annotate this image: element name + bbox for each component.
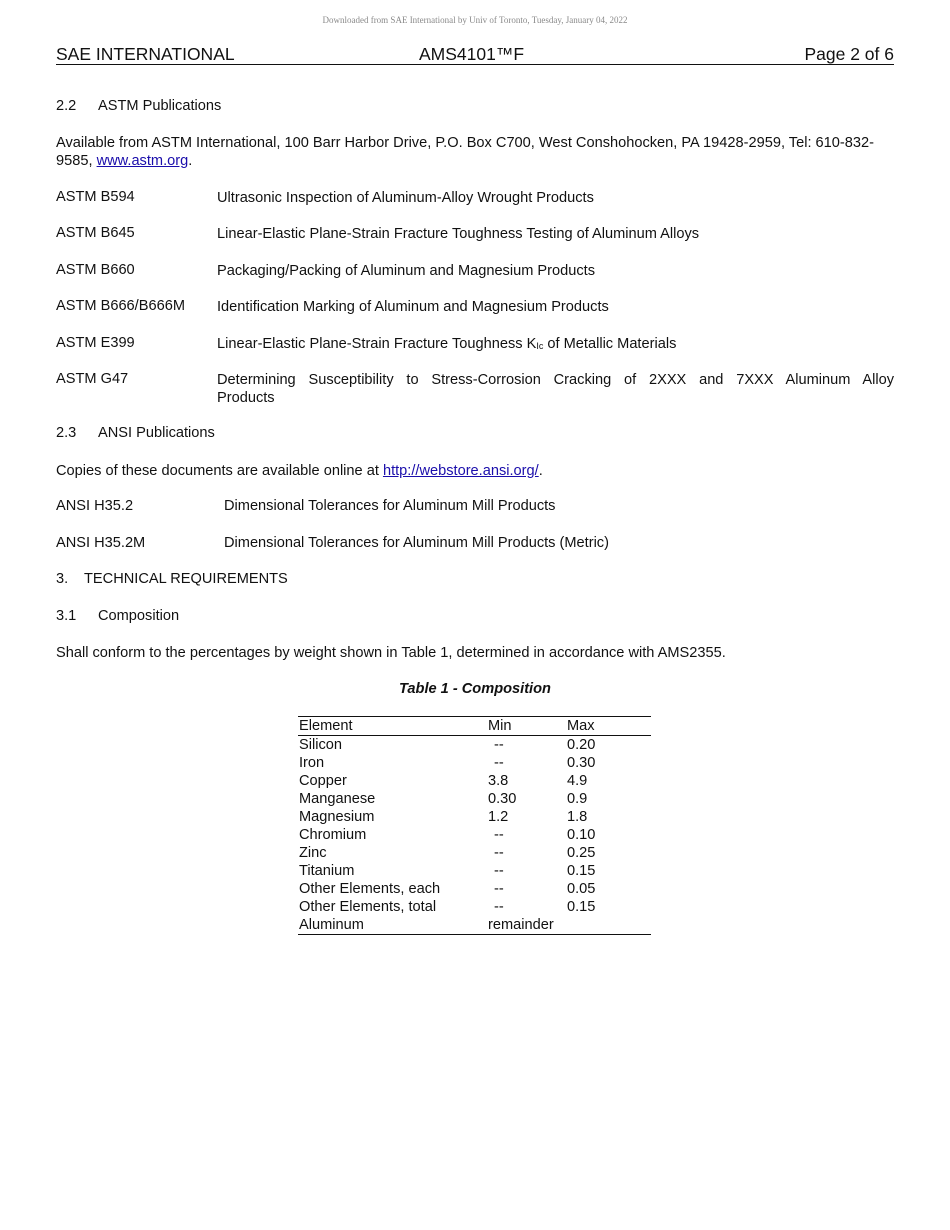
cell-element: Zinc: [299, 845, 327, 861]
download-watermark: Downloaded from SAE International by Univ of Toronto, Tuesday, January 04, 2022: [322, 15, 628, 25]
ansi-availability-text: Copies of these documents are available online at: [56, 463, 383, 479]
cell-min: --: [494, 737, 504, 753]
astm-ref-code: ASTM B594: [56, 189, 135, 205]
astm-ref-description-line2: Products: [217, 390, 275, 406]
astm-e399-desc-part1: Linear-Elastic Plane-Strain Fracture Toughness K: [217, 336, 537, 352]
astm-ref-description: Linear-Elastic Plane-Strain Fracture Toughness Testing of Aluminum Alloys: [217, 226, 700, 242]
cell-min: --: [494, 845, 504, 861]
cell-min: --: [494, 881, 504, 897]
header-doc-id: AMS4101™F: [419, 44, 525, 64]
astm-website-link[interactable]: www.astm.org: [96, 153, 189, 169]
section-2-2-title: ASTM Publications: [98, 98, 222, 114]
cell-element: Titanium: [299, 863, 355, 879]
ansi-ref-code: ANSI H35.2M: [56, 535, 146, 551]
table-row: [298, 790, 651, 808]
header-max: Max: [567, 718, 595, 734]
composition-table: [298, 716, 651, 935]
cell-max: 0.15: [567, 899, 596, 915]
astm-ref-code: ASTM E399: [56, 335, 135, 351]
header-org: SAE INTERNATIONAL: [56, 44, 235, 64]
astm-ref-code: ASTM B645: [56, 225, 135, 241]
table-row: [298, 916, 651, 934]
ansi-period: .: [538, 463, 543, 479]
table-row: [298, 808, 651, 826]
cell-max: 0.15: [567, 863, 596, 879]
table-row: [298, 862, 651, 880]
cell-max: 0.9: [567, 791, 588, 807]
cell-max: 0.20: [567, 737, 596, 753]
ansi-availability-paragraph: [56, 462, 894, 480]
astm-ref-description: Packaging/Packing of Aluminum and Magnesium Products: [217, 263, 596, 279]
cell-min: 0.30: [488, 791, 517, 807]
header-element: Element: [299, 718, 353, 734]
cell-max: 0.25: [567, 845, 596, 861]
cell-max: 1.8: [567, 809, 588, 825]
astm-ref-code: ASTM G47: [56, 371, 129, 387]
section-2-2-number: 2.2: [56, 98, 77, 114]
cell-min: 1.2: [488, 809, 509, 825]
cell-element: Aluminum: [299, 917, 364, 933]
cell-max: 0.05: [567, 881, 596, 897]
cell-min: remainder: [488, 917, 554, 933]
cell-element: Iron: [299, 755, 325, 771]
cell-element: Manganese: [299, 791, 376, 807]
cell-min: 3.8: [488, 773, 509, 789]
astm-ref-description: [217, 335, 894, 355]
cell-element: Magnesium: [299, 809, 375, 825]
astm-availability-paragraph: [56, 134, 894, 170]
table-1-caption: Table 1 - Composition: [399, 681, 551, 697]
composition-requirement-text: Shall conform to the percentages by weight shown in Table 1, determined in accordance with AMS2355.: [56, 645, 726, 661]
cell-element: Other Elements, total: [299, 899, 437, 915]
astm-ref-description: Identification Marking of Aluminum and Magnesium Products: [217, 299, 609, 315]
astm-availability-text: Available from ASTM International, 100 Barr Harbor Drive, P.O. Box C700, West Conshohocken, PA 19428-2959, Tel: 610-832-9585,: [56, 135, 874, 169]
astm-ref-code: ASTM B660: [56, 262, 135, 278]
astm-ref-description: Ultrasonic Inspection of Aluminum-Alloy Wrought Products: [217, 190, 594, 206]
ansi-ref-code: ANSI H35.2: [56, 498, 134, 514]
cell-max: 0.30: [567, 755, 596, 771]
cell-element: Chromium: [299, 827, 367, 843]
cell-element: Copper: [299, 773, 347, 789]
cell-min: --: [494, 755, 504, 771]
section-2-3-number: 2.3: [56, 425, 77, 441]
table-row: [298, 844, 651, 862]
kic-subscript: Ic: [536, 341, 544, 351]
astm-ref-code: ASTM B666/B666M: [56, 298, 185, 314]
page-header: [56, 44, 894, 65]
cell-min: --: [494, 827, 504, 843]
table-row: [298, 880, 651, 898]
section-3-1-number: 3.1: [56, 608, 77, 624]
cell-min: --: [494, 899, 504, 915]
cell-min: --: [494, 863, 504, 879]
section-2-3-title: ANSI Publications: [98, 425, 215, 441]
astm-e399-desc-part2: of Metallic Materials: [543, 336, 677, 352]
cell-element: Silicon: [299, 737, 342, 753]
table-row: [298, 826, 651, 844]
table-row: [298, 754, 651, 772]
ansi-ref-description: Dimensional Tolerances for Aluminum Mill Products: [224, 498, 556, 514]
astm-ref-description-line1: Determining Susceptibility to Stress-Corrosion Cracking of 2XXX and 7XXX Aluminum Alloy: [217, 372, 894, 388]
section-3-number: 3.: [56, 571, 69, 587]
header-min: Min: [488, 718, 512, 734]
cell-max: 4.9: [567, 773, 588, 789]
ansi-webstore-link[interactable]: http://webstore.ansi.org/: [382, 463, 539, 479]
header-page-number: Page 2 of 6: [804, 44, 894, 64]
table-row: [298, 772, 651, 790]
table-row: [298, 898, 651, 916]
table-row: [298, 736, 651, 754]
table-header-row: [298, 717, 651, 736]
cell-max: 0.10: [567, 827, 596, 843]
section-3-title: TECHNICAL REQUIREMENTS: [84, 571, 288, 587]
astm-period: .: [188, 153, 193, 169]
ansi-ref-description: Dimensional Tolerances for Aluminum Mill Products (Metric): [224, 535, 609, 551]
cell-element: Other Elements, each: [299, 881, 441, 897]
section-3-1-title: Composition: [98, 608, 180, 624]
